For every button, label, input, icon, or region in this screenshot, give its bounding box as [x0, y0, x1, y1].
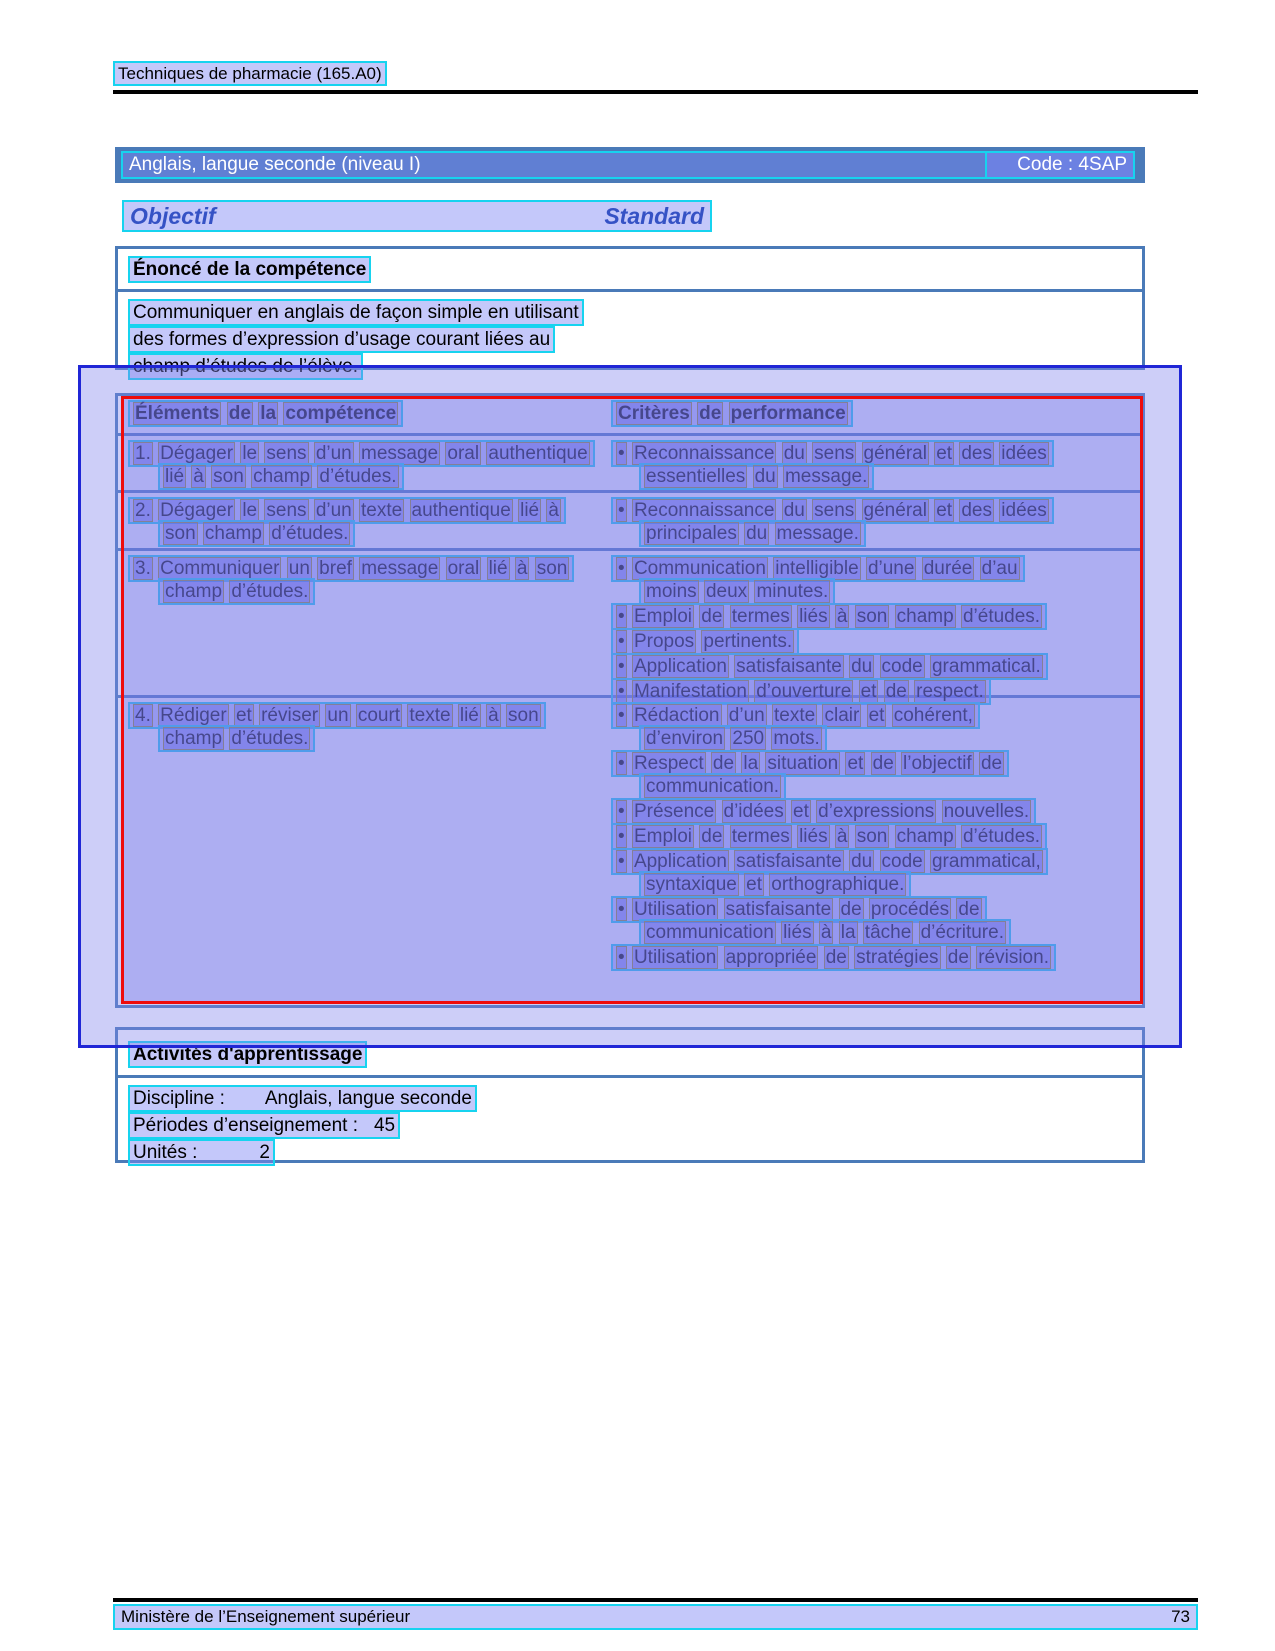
- enonce-heading-row: [118, 249, 1142, 289]
- bullet-icon: •: [618, 826, 625, 847]
- bullet-icon: •: [618, 851, 625, 872]
- footer-ministry: Ministère de l’Enseignement supérieur: [121, 1607, 411, 1626]
- element-text: Communiquer un bref message oral lié à son champ d’études.: [160, 558, 568, 602]
- criterion-item: • Utilisation satisfaisante de procédés de communication liés à la tâche d’écriture.: [611, 898, 1059, 944]
- element-cell: [118, 499, 608, 548]
- standard-label: Standard: [604, 202, 704, 229]
- element-number: 4.: [135, 705, 151, 726]
- enonce-body-text: Communiquer en anglais de façon simple en utilisant des formes d’expression d’usage courant liées au champ d’études de l’élève.: [128, 299, 606, 380]
- activites-body: [118, 1075, 1142, 1166]
- bullet-icon: •: [618, 631, 625, 652]
- bullet-icon: •: [618, 681, 625, 702]
- criteria-cell: [608, 704, 1142, 1005]
- bullet-icon: •: [618, 500, 625, 521]
- header-rule: [113, 90, 1198, 94]
- column-header-elements: Éléments de la compétence: [118, 403, 608, 433]
- criterion-item: • Emploi de termes liés à son champ d’études.: [611, 605, 1059, 628]
- activites-heading-row: [118, 1030, 1142, 1075]
- criterion-item: • Reconnaissance du sens général et des idées essentielles du message.: [611, 442, 1059, 488]
- criterion-item: • Présence d’idées et d’expressions nouvelles.: [611, 800, 1059, 823]
- periodes-value: 45: [373, 1115, 396, 1136]
- bullet-icon: •: [618, 947, 625, 968]
- discipline-label: Discipline :: [133, 1088, 225, 1109]
- criteria-cell: [608, 442, 1142, 490]
- course-code: Code : 4SAP: [1017, 154, 1127, 175]
- objective-label: Objectif: [130, 202, 216, 229]
- table-row: [118, 433, 1142, 490]
- enonce-heading: Énoncé de la compétence: [128, 256, 371, 283]
- unites-value: 2: [259, 1142, 270, 1163]
- bullet-icon: •: [618, 801, 625, 822]
- element-cell: [118, 442, 608, 490]
- discipline-value: Anglais, langue seconde: [264, 1088, 472, 1109]
- element-text: Dégager le sens d’un texte authentique lié à son champ d’études.: [160, 500, 559, 544]
- course-title: Anglais, langue seconde (niveau I): [129, 154, 421, 175]
- table-header-row: [118, 396, 1142, 433]
- bullet-icon: •: [618, 899, 625, 920]
- element-cell: [118, 704, 608, 1005]
- running-header: [113, 64, 1198, 84]
- bullet-icon: •: [618, 558, 625, 579]
- element-number: 3.: [135, 558, 151, 579]
- unites-label: Unités :: [133, 1142, 198, 1163]
- competence-table: [115, 393, 1145, 1008]
- criterion-item: • Application satisfaisante du code grammatical.: [611, 655, 1059, 678]
- criterion-item: • Utilisation appropriée de stratégies de révision.: [611, 946, 1059, 969]
- element-text: Dégager le sens d’un message oral authentique lié à son champ d’études.: [160, 443, 588, 487]
- criterion-item: • Reconnaissance du sens général et des idées principales du message.: [611, 499, 1059, 545]
- course-title-bar: [115, 147, 1145, 183]
- page-number: 73: [1171, 1607, 1190, 1626]
- criteria-cell: [608, 557, 1142, 702]
- enonce-box: [115, 246, 1145, 377]
- bullet-icon: •: [618, 705, 625, 726]
- activites-heading: Activités d'apprentissage: [128, 1041, 367, 1068]
- column-header-criteres: Critères de performance: [608, 403, 1142, 433]
- bullet-icon: •: [618, 443, 625, 464]
- criterion-item: • Application satisfaisante du code grammatical, syntaxique et orthographique.: [611, 850, 1059, 896]
- element-text: Rédiger et réviser un court texte lié à son champ d’études.: [160, 705, 539, 749]
- periodes-field: [128, 1112, 1132, 1139]
- criteria-cell: [608, 499, 1142, 548]
- element-cell: [118, 557, 608, 695]
- criterion-item: • Rédaction d’un texte clair et cohérent, d’environ 250 mots.: [611, 704, 1059, 750]
- element-number: 1.: [135, 443, 151, 464]
- course-title-box: [121, 151, 1135, 179]
- running-header-title: Techniques de pharmacie (165.A0): [113, 61, 387, 86]
- enonce-body-row: [118, 289, 1142, 387]
- footer-rule: [113, 1598, 1198, 1602]
- footer: [113, 1604, 1198, 1630]
- bullet-icon: •: [618, 753, 625, 774]
- unites-field: [128, 1139, 1132, 1166]
- objective-standard-row: [122, 200, 712, 232]
- bullet-icon: •: [618, 606, 625, 627]
- criterion-item: • Manifestation d’ouverture et de respect.: [611, 680, 1059, 703]
- criterion-item: • Propos pertinents.: [611, 630, 1059, 653]
- element-number: 2.: [135, 500, 151, 521]
- table-row: [118, 695, 1142, 1005]
- periodes-label: Périodes d’enseignement :: [133, 1115, 358, 1136]
- table-row: [118, 548, 1142, 702]
- bullet-icon: •: [618, 656, 625, 677]
- criterion-item: • Emploi de termes liés à son champ d’études.: [611, 825, 1059, 848]
- criterion-item: • Communication intelligible d’une durée d’au moins deux minutes.: [611, 557, 1059, 603]
- course-code-box: [985, 151, 1135, 179]
- table-row: [118, 490, 1142, 548]
- criterion-item: • Respect de la situation et de l’objectif de communication.: [611, 752, 1059, 798]
- activites-box: [115, 1027, 1145, 1163]
- discipline-field: [128, 1085, 1132, 1112]
